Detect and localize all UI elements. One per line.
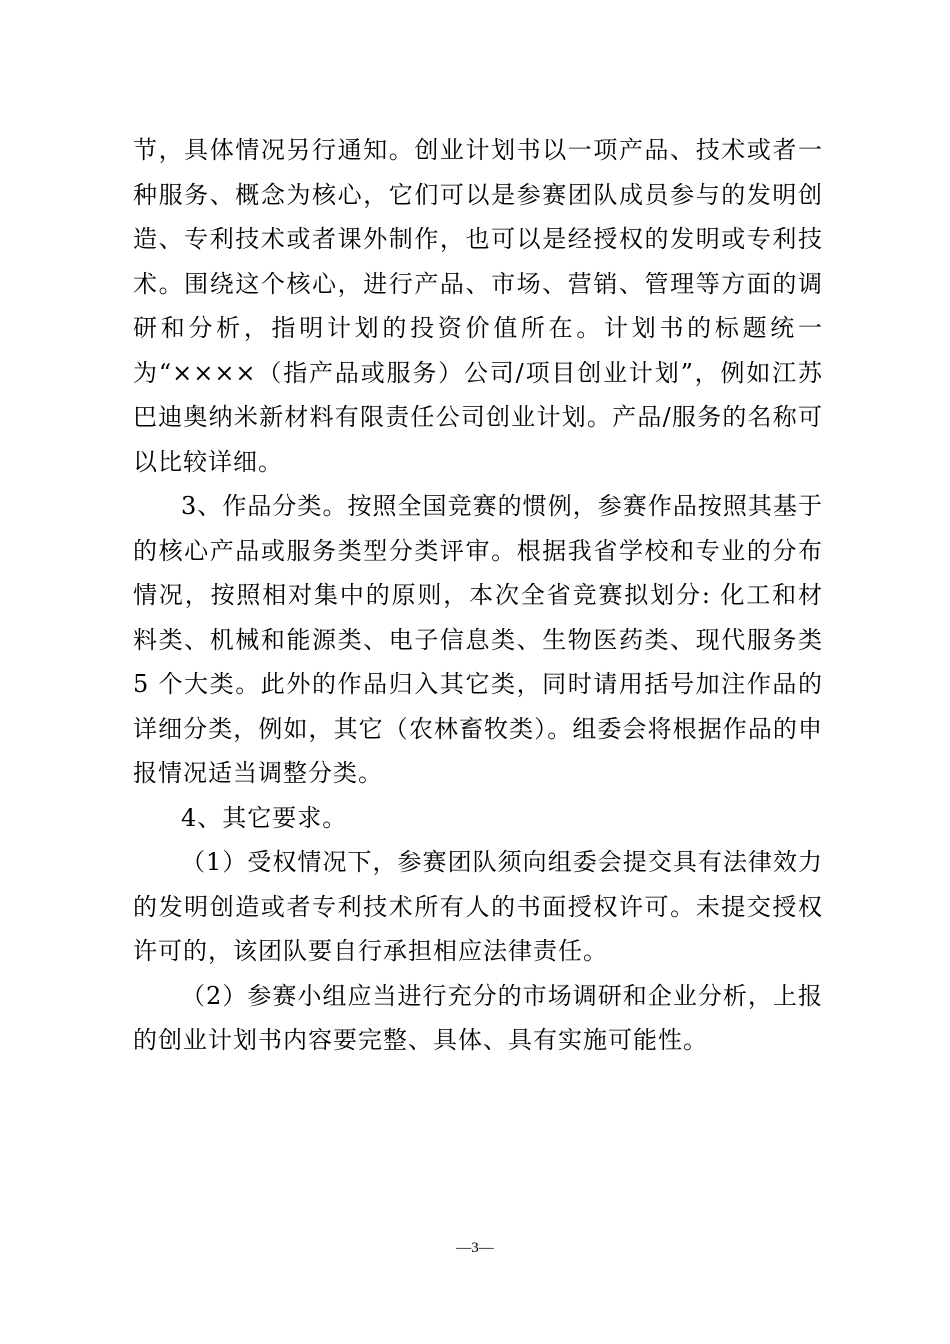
page-number: —3—	[456, 1240, 494, 1256]
paragraph-requirement-2: （2）参赛小组应当进行充分的市场调研和企业分析，上报的创业计划书内容要完整、具体、具有实施可能性。	[133, 981, 823, 1054]
paragraph-work-classification: 3、作品分类。按照全国竞赛的惯例，参赛作品按照其基于的核心产品或服务类型分类评审。根据我省学校和专业的分布情况，按照相对集中的原则，本次全省竞赛拟划分: 化工和材料类、机械和能源类、电子信息类、生物医药类、现代服务类 5 个大类。此外的作品归入其它类，同时请用括号加注作品的详细分类，例如，其它（农林畜牧类）。组委会将根据作品的申报情况适当调整分类。	[133, 492, 823, 787]
paragraph-continuation: 节，具体情况另行通知。创业计划书以一项产品、技术或者一种服务、概念为核心，它们可以是参赛团队成员参与的发明创造、专利技术或者课外制作，也可以是经授权的发明或专利技术。围绕这个核心，进行产品、市场、营销、管理等方面的调研和分析，指明计划的投资价值所在。计划书的标题统一为“××××（指产品或服务）公司/项目创业计划”，例如江苏巴迪奥纳米新材料有限责任公司创业计划。产品/服务的名称可以比较详细。	[133, 136, 823, 476]
document-body	[133, 128, 823, 1063]
paragraph-other-requirements-heading: 4、其它要求。	[181, 803, 348, 832]
paragraph-requirement-1: （1）受权情况下，参赛团队须向组委会提交具有法律效力的发明创造或者专利技术所有人的书面授权许可。未提交授权许可的，该团队要自行承担相应法律责任。	[133, 848, 823, 965]
